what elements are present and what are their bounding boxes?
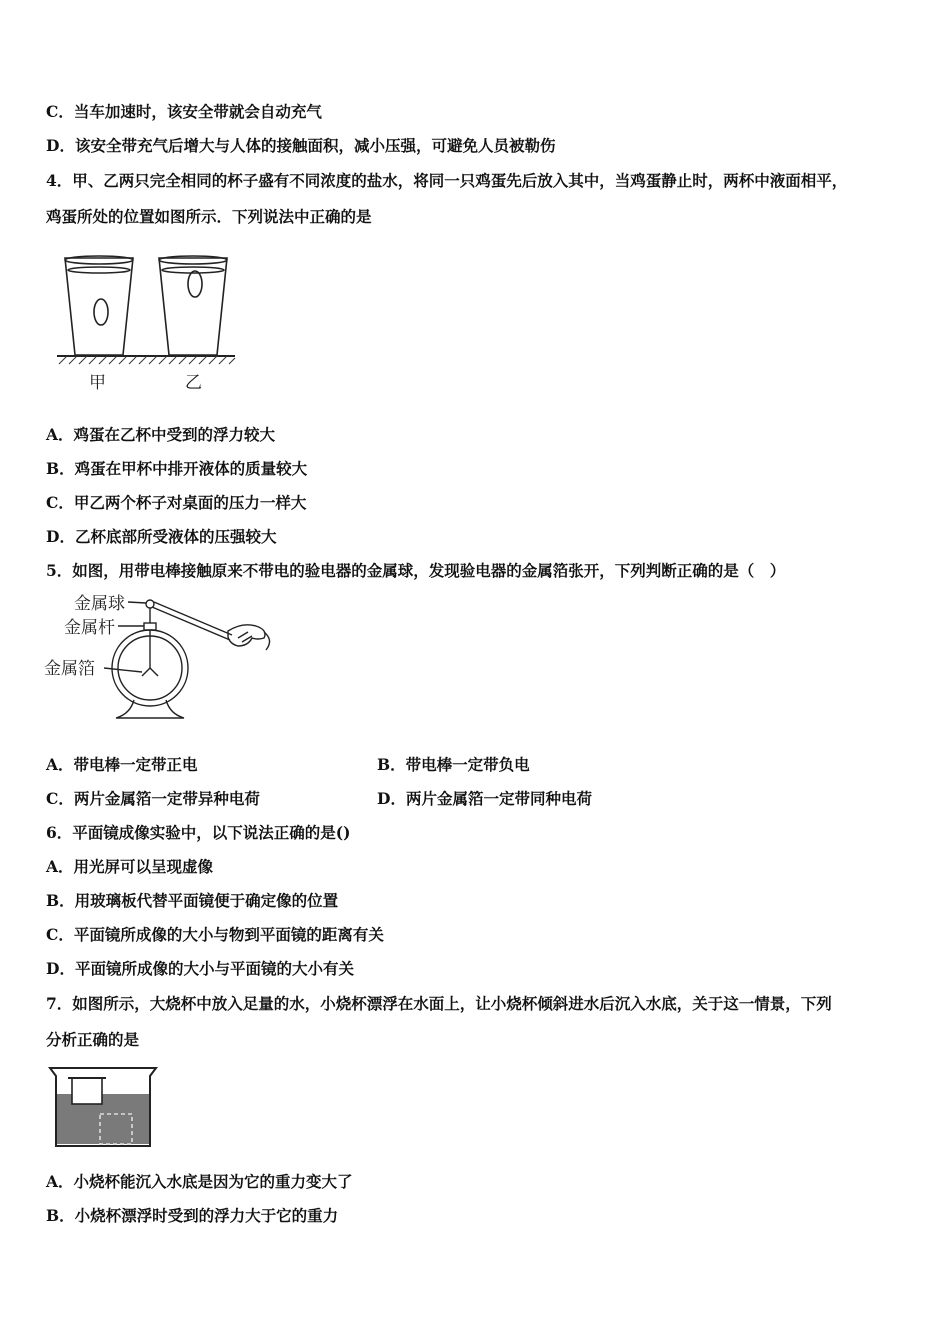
q5-option-b: B．带电棒一定带负电 [377, 755, 530, 774]
q4-stem-line1: 4．甲、乙两只完全相同的杯子盛有不同浓度的盐水，将同一只鸡蛋先后放入其中，当鸡蛋静止时，两杯中液面相平， [46, 171, 848, 190]
label-metal-ball: 金属球 [74, 594, 125, 614]
label-metal-foil: 金属箔 [44, 659, 95, 679]
q6-option-c: C．平面镜所成像的大小与物到平面镜的距离有关 [46, 925, 384, 944]
q6-stem: 6．平面镜成像实验中，以下说法正确的是() [46, 823, 351, 842]
floating-cup [72, 1078, 102, 1104]
label-yi: 乙 [185, 373, 202, 393]
q3-option-c: C．当车加速时，该安全带就会自动充气 [46, 102, 322, 121]
q4-option-a: A．鸡蛋在乙杯中受到的浮力较大 [46, 425, 276, 444]
cups-figure [55, 250, 245, 395]
label-metal-rod: 金属杆 [64, 618, 115, 638]
q3-option-d: D．该安全带充气后增大与人体的接触面积，减小压强，可避免人员被勒伤 [46, 136, 556, 155]
cup-yi [159, 256, 227, 355]
water [56, 1094, 150, 1144]
q5-option-c: C．两片金属箔一定带异种电荷 [46, 789, 260, 808]
label-jia: 甲 [89, 373, 106, 393]
q7-option-b: B．小烧杯漂浮时受到的浮力大于它的重力 [46, 1206, 339, 1225]
cup-jia [65, 256, 133, 355]
q5-stem: 5．如图，用带电棒接触原来不带电的验电器的金属球，发现验电器的金属箔张开，下列判断正确的是（ ） [46, 561, 786, 580]
q6-option-a: A．用光屏可以呈现虚像 [46, 857, 214, 876]
q7-option-a: A．小烧杯能沉入水底是因为它的重力变大了 [46, 1172, 353, 1191]
beaker-figure [48, 1064, 158, 1152]
q5-option-a: A．带电棒一定带正电 [46, 755, 198, 774]
q7-stem-line1: 7．如图所示，大烧杯中放入足量的水，小烧杯漂浮在水面上，让小烧杯倾斜进水后沉入水底，关于这一情景，下列 [46, 994, 832, 1013]
q4-stem-line2: 鸡蛋所处的位置如图所示．下列说法中正确的是 [46, 207, 372, 226]
q4-option-b: B．鸡蛋在甲杯中排开液体的质量较大 [46, 459, 308, 478]
q6-option-d: D．平面镜所成像的大小与平面镜的大小有关 [46, 959, 354, 978]
q4-option-c: C．甲乙两个杯子对桌面的压力一样大 [46, 493, 307, 512]
q7-stem-line2: 分析正确的是 [46, 1030, 140, 1049]
electroscope-figure [42, 588, 282, 723]
q5-option-d: D．两片金属箔一定带同种电荷 [377, 789, 592, 808]
q4-option-d: D．乙杯底部所受液体的压强较大 [46, 527, 277, 546]
q6-option-b: B．用玻璃板代替平面镜便于确定像的位置 [46, 891, 339, 910]
